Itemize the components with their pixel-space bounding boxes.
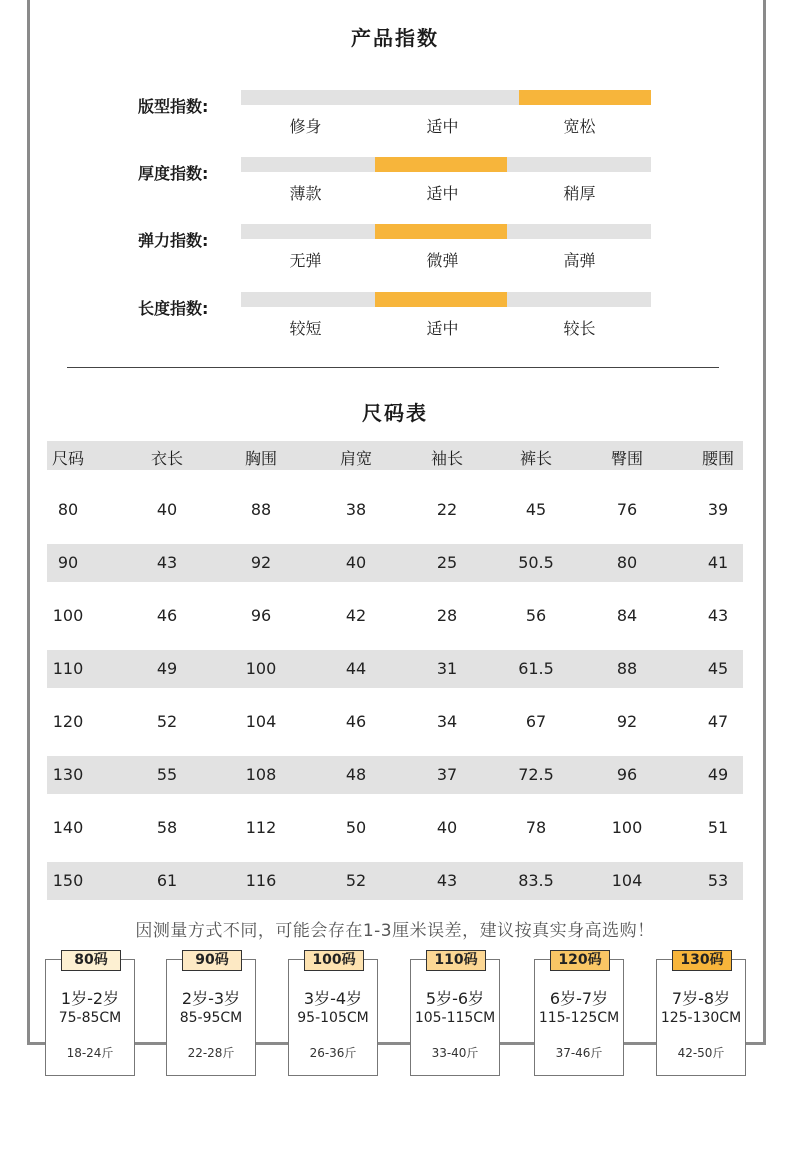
size-card-weight: 18-24斤 — [66, 1046, 114, 1060]
size-table-header — [47, 441, 743, 470]
index-label: 长度指数: — [138, 299, 209, 318]
size-card-age: 5岁-6岁 — [425, 989, 485, 1008]
table-row — [47, 659, 743, 681]
table-cell: 96 — [250, 606, 272, 625]
table-cell: 37 — [436, 765, 458, 784]
index-option: 适中 — [426, 319, 459, 338]
table-cell: 39 — [707, 500, 729, 519]
size-card-height: 105-115CM — [414, 1010, 496, 1026]
table-header-cell: 臀围 — [610, 449, 643, 468]
table-cell: 51 — [707, 818, 729, 837]
size-card-age: 3岁-4岁 — [303, 989, 363, 1008]
table-cell: 88 — [616, 659, 638, 678]
product-index-title: 产品指数 — [351, 26, 439, 50]
table-cell: 52 — [156, 712, 178, 731]
table-cell: 34 — [436, 712, 458, 731]
table-cell: 31 — [436, 659, 458, 678]
size-card-age: 2岁-3岁 — [181, 989, 241, 1008]
table-cell: 100 — [611, 818, 643, 837]
table-header-cell: 胸围 — [244, 449, 277, 468]
index-option: 适中 — [426, 184, 459, 203]
table-cell: 38 — [345, 500, 367, 519]
table-cell: 108 — [245, 765, 277, 784]
size-card-height: 125-130CM — [660, 1010, 742, 1026]
table-cell: 40 — [345, 553, 367, 572]
table-cell: 140 — [52, 818, 84, 837]
index-option: 较短 — [289, 319, 322, 338]
size-chart-title: 尺码表 — [362, 401, 428, 425]
index-option: 高弹 — [563, 251, 596, 270]
index-label: 弹力指数: — [138, 231, 209, 250]
size-card-tag: 120码 — [550, 950, 610, 971]
table-cell: 47 — [707, 712, 729, 731]
index-row — [0, 292, 790, 352]
index-option: 宽松 — [563, 117, 596, 136]
index-option: 适中 — [426, 117, 459, 136]
size-card — [288, 952, 378, 1076]
table-cell: 42 — [345, 606, 367, 625]
table-cell: 58 — [156, 818, 178, 837]
section-divider — [67, 367, 719, 368]
table-header-cell: 肩宽 — [339, 449, 372, 468]
size-table-body — [47, 470, 743, 910]
table-cell: 92 — [616, 712, 638, 731]
table-cell: 55 — [156, 765, 178, 784]
table-cell: 130 — [52, 765, 84, 784]
index-label: 版型指数: — [138, 97, 209, 116]
table-cell: 43 — [707, 606, 729, 625]
table-cell: 84 — [616, 606, 638, 625]
index-bar — [241, 157, 651, 172]
index-bar — [241, 90, 651, 105]
table-cell: 43 — [436, 871, 458, 890]
index-bar-active-segment — [519, 90, 651, 105]
table-cell: 72.5 — [518, 765, 554, 784]
table-cell: 43 — [156, 553, 178, 572]
table-row — [47, 871, 743, 893]
table-cell: 45 — [525, 500, 547, 519]
size-card-height: 95-105CM — [297, 1010, 369, 1026]
table-cell: 50.5 — [518, 553, 554, 572]
size-card-tag: 100码 — [304, 950, 364, 971]
table-header-cell: 腰围 — [701, 449, 734, 468]
size-card-height: 115-125CM — [538, 1010, 620, 1026]
size-card — [410, 952, 500, 1076]
size-card-weight: 37-46斤 — [555, 1046, 603, 1060]
index-row — [0, 90, 790, 150]
table-cell: 61 — [156, 871, 178, 890]
table-cell: 53 — [707, 871, 729, 890]
table-cell: 67 — [525, 712, 547, 731]
table-cell: 90 — [57, 553, 79, 572]
table-row — [47, 606, 743, 628]
table-row — [47, 712, 743, 734]
table-cell: 50 — [345, 818, 367, 837]
size-card-age: 7岁-8岁 — [671, 989, 731, 1008]
table-cell: 150 — [52, 871, 84, 890]
table-cell: 112 — [245, 818, 277, 837]
table-cell: 22 — [436, 500, 458, 519]
index-option: 较长 — [563, 319, 596, 338]
table-cell: 46 — [156, 606, 178, 625]
table-cell: 56 — [525, 606, 547, 625]
size-card-age: 6岁-7岁 — [549, 989, 609, 1008]
table-cell: 96 — [616, 765, 638, 784]
table-cell: 46 — [345, 712, 367, 731]
table-row — [47, 765, 743, 787]
table-cell: 40 — [156, 500, 178, 519]
size-card-tag: 130码 — [672, 950, 732, 971]
size-card-height: 75-85CM — [58, 1010, 122, 1026]
table-cell: 40 — [436, 818, 458, 837]
index-bar-active-segment — [375, 224, 507, 239]
table-cell: 120 — [52, 712, 84, 731]
index-option: 无弹 — [289, 251, 322, 270]
table-cell: 80 — [57, 500, 79, 519]
table-cell: 100 — [245, 659, 277, 678]
table-cell: 110 — [52, 659, 84, 678]
table-cell: 80 — [616, 553, 638, 572]
index-bar — [241, 224, 651, 239]
table-row — [47, 500, 743, 522]
index-row — [0, 157, 790, 217]
table-cell: 52 — [345, 871, 367, 890]
table-row — [47, 818, 743, 840]
size-card-weight: 26-36斤 — [309, 1046, 357, 1060]
table-cell: 49 — [156, 659, 178, 678]
table-cell: 41 — [707, 553, 729, 572]
table-cell: 92 — [250, 553, 272, 572]
table-cell: 104 — [611, 871, 643, 890]
index-label: 厚度指数: — [138, 164, 209, 183]
table-cell: 76 — [616, 500, 638, 519]
table-cell: 44 — [345, 659, 367, 678]
measurement-note: 因测量方式不同，可能会存在1-3厘米误差，建议按真实身高选购！ — [135, 921, 655, 941]
size-card-tag: 80码 — [61, 950, 121, 971]
index-bar — [241, 292, 651, 307]
table-cell: 28 — [436, 606, 458, 625]
table-cell: 104 — [245, 712, 277, 731]
index-option: 薄款 — [289, 184, 322, 203]
index-row — [0, 224, 790, 284]
table-cell: 78 — [525, 818, 547, 837]
table-cell: 88 — [250, 500, 272, 519]
index-option: 稍厚 — [563, 184, 596, 203]
table-row — [47, 553, 743, 575]
table-cell: 116 — [245, 871, 277, 890]
size-card-tag: 110码 — [426, 950, 486, 971]
table-cell: 25 — [436, 553, 458, 572]
table-cell: 48 — [345, 765, 367, 784]
size-card-weight: 42-50斤 — [677, 1046, 725, 1060]
table-header-cell: 裤长 — [519, 449, 552, 468]
size-card-tag: 90码 — [182, 950, 242, 971]
table-cell: 83.5 — [518, 871, 554, 890]
table-cell: 61.5 — [518, 659, 554, 678]
table-cell: 49 — [707, 765, 729, 784]
table-header-cell: 衣长 — [150, 449, 183, 468]
table-cell: 100 — [52, 606, 84, 625]
size-card — [656, 952, 746, 1076]
index-bar-active-segment — [375, 157, 507, 172]
table-cell: 45 — [707, 659, 729, 678]
size-chart-table — [47, 441, 743, 910]
table-header-cell: 袖长 — [430, 449, 463, 468]
size-card — [534, 952, 624, 1076]
index-option: 微弹 — [426, 251, 459, 270]
index-bar-active-segment — [375, 292, 507, 307]
size-card-weight: 33-40斤 — [431, 1046, 479, 1060]
size-card — [166, 952, 256, 1076]
size-card-age: 1岁-2岁 — [60, 989, 120, 1008]
size-card-height: 85-95CM — [179, 1010, 243, 1026]
size-card-weight: 22-28斤 — [187, 1046, 235, 1060]
table-header-cell: 尺码 — [51, 449, 84, 468]
size-card — [45, 952, 135, 1076]
index-option: 修身 — [289, 117, 322, 136]
